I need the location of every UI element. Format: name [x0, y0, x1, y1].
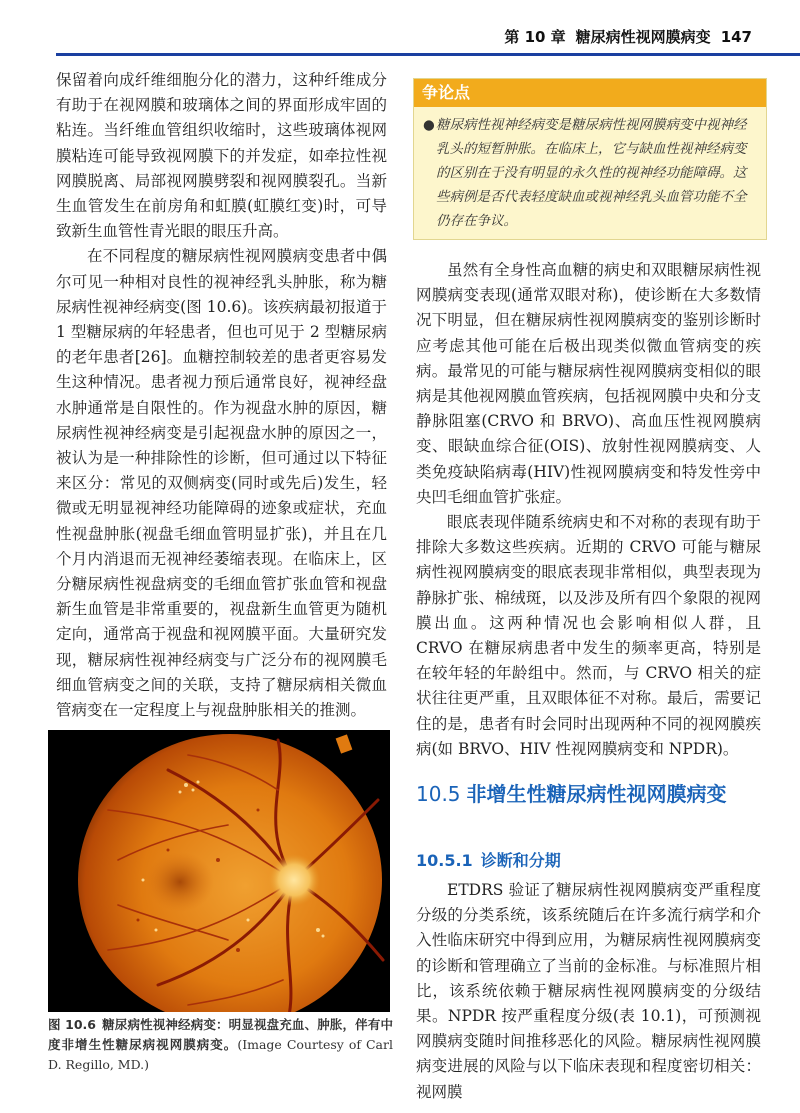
subsection-heading	[416, 848, 561, 871]
running-head	[494, 26, 752, 47]
figure-caption	[48, 1015, 393, 1075]
right-column-continued	[416, 878, 761, 1105]
paragraph: 眼底表现伴随系统病史和不对称的表现有助于排除大多数这些疾病。近期的 CRVO 可能与糖尿病性视网膜病变的眼底表现非常相似，典型表现为静脉扩张、棉绒斑，以及涉及所有四个象限的视网膜出血。这两种情况也会影响相似人群，且 CRVO 在糖尿病患者中发生的频率更高，特别是在较年轻的年龄组中。然而，与 CRVO 相关的症状往往更严重，且双眼体征不对称。最后，需要记住的是，患者有时会同时出现两种不同的视网膜疾病(如 BRVO、HIV 性视网膜病变和 NPDR)。	[416, 513, 761, 758]
paragraph: ETDRS 验证了糖尿病性视网膜病变严重程度分级的分类系统，该系统随后在许多流行病学和介入性临床研究中得到应用，为糖尿病性视网膜病变的诊断和管理确立了当前的金标准。与标准照片相比，该系统依赖于糖尿病性视网膜病变的分级结果。NPDR 按严重程度分级(表 10.1)，可预测视网膜病变随时间推移恶化的风险。糖尿病性视网膜病变进展的风险与以下临床表现和程度密切相关：视网膜	[416, 881, 761, 1101]
callout-body	[414, 107, 766, 233]
chapter-title: 糖尿病性视网膜病变	[575, 28, 711, 46]
bullet-icon: ●	[423, 117, 435, 133]
paragraph: 保留着向成纤维细胞分化的潜力，这种纤维成分有助于在视网膜和玻璃体之间的界面形成牢固的粘连。当纤维血管组织收缩时，这些玻璃体视网膜粘连可能导致视网膜下的并发症，如牵拉性视网膜脱离、局部视网膜劈裂和视网膜裂孔。当新生血管发生在前房角和虹膜(虹膜红变)时，可导致新生血管性青光眼的眼压升高。	[56, 71, 387, 241]
subsection-title: 诊断和分期	[480, 851, 561, 870]
fundus-image	[48, 730, 390, 1012]
page-number: 147	[720, 28, 752, 46]
section-heading	[416, 778, 776, 807]
section-number: 10.5	[416, 782, 461, 806]
page-header	[0, 0, 800, 56]
chapter-number: 第 10 章	[504, 28, 566, 46]
caption-text: 糖尿病性视神经病变：明显视盘充血、肿胀，伴有中度非增生性糖尿病视网膜病变。	[48, 1017, 393, 1052]
paragraph: 在不同程度的糖尿病性视网膜病变患者中偶尔可见一种相对良性的视神经乳头肿胀，称为糖尿病性视神经病变(图 10.6)。该疾病最初报道于 1 型糖尿病的年轻患者，但也可见于 2 型糖尿病的老年患者[26]。血糖控制较差的患者更容易发生这种情况。患者视力预后通常良好，视神经盘水肿通常是自限性的。作为视盘水肿的原因，糖尿病性视神经病变是引起视盘水肿的原因之一，被认为是一种排除性的诊断，但可通过以下特征来区分：常见的双侧病变(同时或先后)发生，轻微或无明显视神经功能障碍的迹象或症状，充血性视盘肿胀(视盘毛细血管明显扩张)，并且在几个月内消退而无视神经萎缩表现。在临床上，区分糖尿病性视盘病变的毛细血管扩张血管和视盘新生血管是非常重要的，视盘新生血管更为随机定向，通常高于视盘和视网膜平面。大量研究发现，糖尿病性视神经病变与广泛分布的视网膜毛细血管病变之间的关联，支持了糖尿病相关微血管病变在一定程度上与视盘肿胀相关的推测。	[56, 247, 387, 720]
controversy-callout	[413, 78, 767, 240]
right-column	[416, 258, 761, 762]
left-column	[56, 68, 387, 723]
fundus-photograph	[48, 730, 390, 1012]
figure-number: 图 10.6	[48, 1017, 96, 1032]
header-rule	[56, 53, 800, 56]
callout-heading: 争论点	[414, 79, 766, 107]
paragraph: 虽然有全身性高血糖的病史和双眼糖尿病性视网膜病变表现(通常双眼对称)，使诊断在大多数情况下明显，但在糖尿病性视网膜病变的鉴别诊断时应考虑其他可能在后极出现类似微血管病变的疾病。最常见的可能与糖尿病性视网膜病变相似的眼病是其他视网膜血管疾病，包括视网膜中央和分支静脉阻塞(CRVO 和 BRVO)、高血压性视网膜病变、眼缺血综合征(OIS)、放射性视网膜病变、人类免疫缺陷病毒(HIV)性视网膜病变和特发性旁中央凹毛细血管扩张症。	[416, 261, 761, 506]
image-credit: (Image Courtesy of Carl D. Regillo, MD.)	[48, 1037, 393, 1072]
section-title: 非增生性糖尿病性视网膜病变	[466, 782, 727, 806]
callout-text: 糖尿病性视神经病变是糖尿病性视网膜病变中视神经乳头的短暂肿胀。在临床上，它与缺血性视神经病变的区别在于没有明显的永久性的视神经功能障碍。这些病例是否代表轻度缺血或视神经乳头血管功能不全仍存在争议。	[436, 117, 747, 229]
subsection-number: 10.5.1	[416, 851, 473, 870]
